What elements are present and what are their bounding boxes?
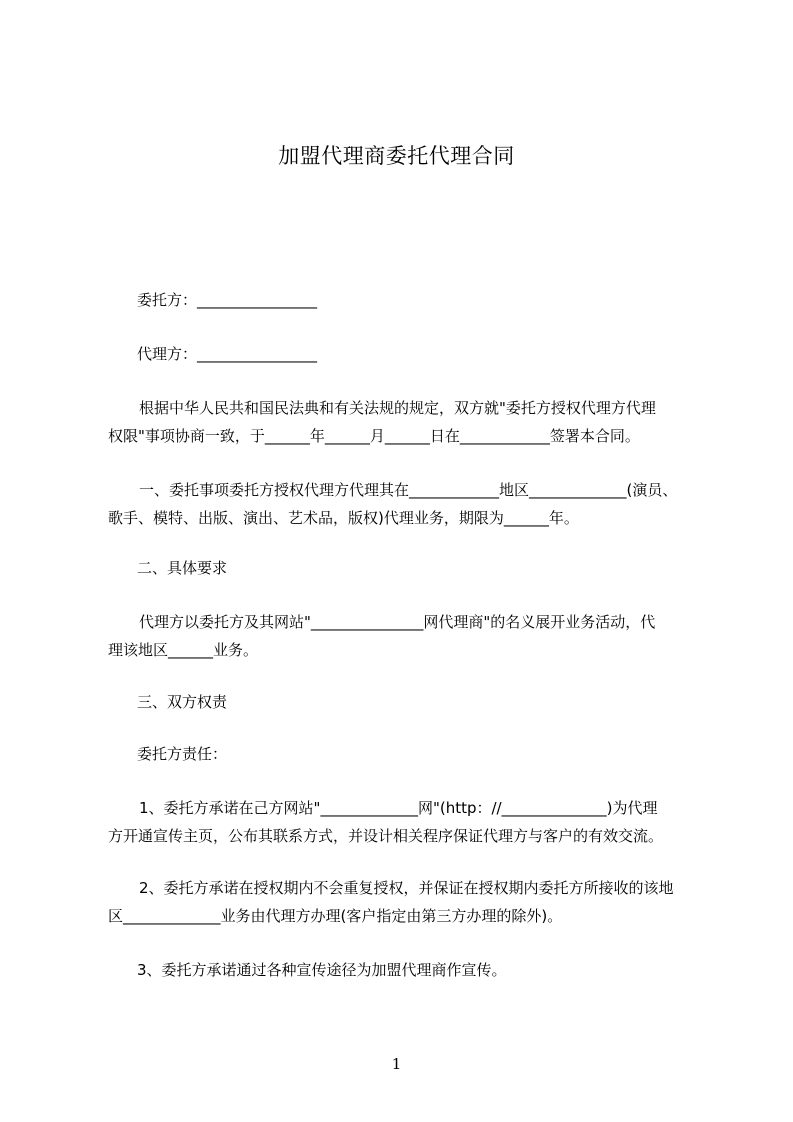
intro-paragraph-line-1: 根据中华人民共和国民法典和有关法规的规定，双方就"委托方授权代理方代理 <box>139 399 656 417</box>
section1-line-2: 歌手、模特、出版、演出、艺术品，版权)代理业务，期限为______年。 <box>108 509 579 527</box>
duty2-line-1: 2、委托方承诺在授权期内不会重复授权，并保证在授权期内委托方所接收的该地 <box>139 879 674 897</box>
page-number: 1 <box>391 1055 402 1073</box>
intro-paragraph-line-2: 权限"事项协商一致，于______年______月______日在____________签署本合同。 <box>108 427 640 445</box>
section3-heading: 三、双方权责 <box>137 693 228 711</box>
duty3-line-1: 3、委托方承诺通过各种宣传途径为加盟代理商作宣传。 <box>137 961 507 979</box>
section1-line-1: 一、委托事项委托方授权代理方代理其在____________地区_____________(演员、 <box>139 481 678 499</box>
duty2-line-2: 区_____________业务由代理方办理(客户指定由第三方办理的除外)。 <box>108 907 563 925</box>
principal-duties-heading: 委托方责任： <box>137 745 228 763</box>
principal-party-line: 委托方：________________ <box>137 291 318 309</box>
section2-line-2: 理该地区______业务。 <box>108 641 259 659</box>
section2-line-1: 代理方以委托方及其网站"_______________网代理商"的名义展开业务活动，代 <box>139 613 656 631</box>
document-title: 加盟代理商委托代理合同 <box>278 144 515 168</box>
section2-heading: 二、具体要求 <box>137 559 228 577</box>
duty1-line-1: 1、委托方承诺在己方网站"_____________网"(http：//______________)为代理 <box>139 799 658 817</box>
duty1-line-2: 方开通宣传主页，公布其联系方式，并设计相关程序保证代理方与客户的有效交流。 <box>108 827 664 845</box>
agent-party-line: 代理方：________________ <box>137 345 318 363</box>
